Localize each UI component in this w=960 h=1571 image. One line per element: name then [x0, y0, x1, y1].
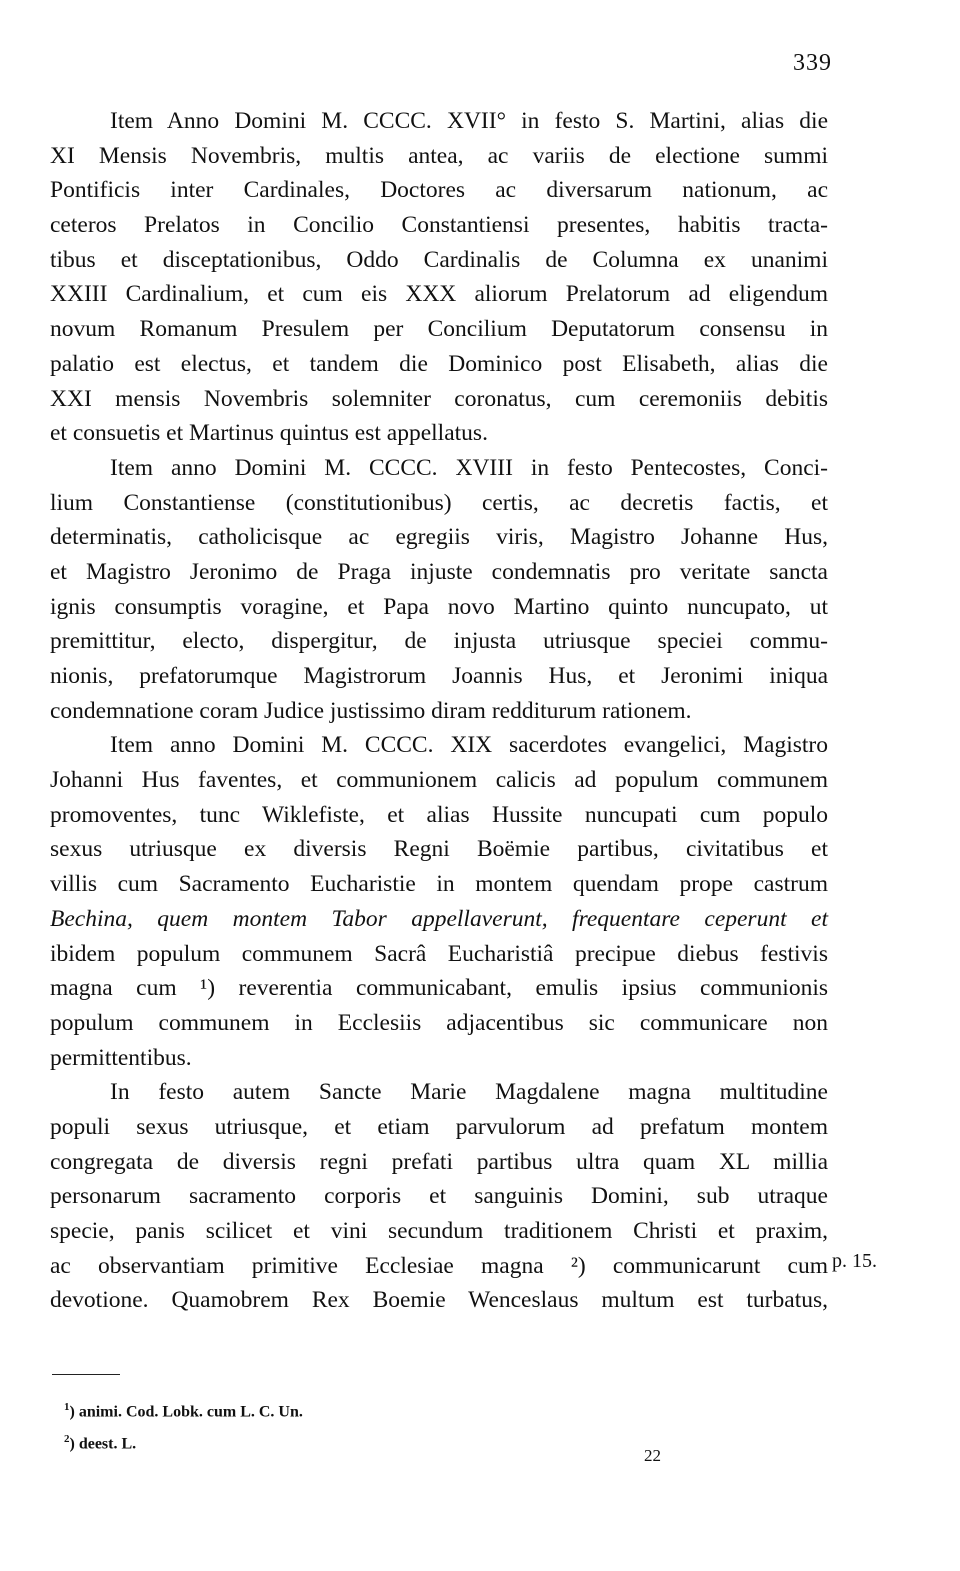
text-line: Pontificis inter Cardinales, Doctores ac diversarum nationum, ac [50, 177, 828, 204]
text-line: Bechina, quem montem Tabor appellaverunt, frequentare ceperunt et [50, 905, 828, 932]
text-line: ibidem populum communem Sacrâ Eucharistiâ precipue diebus festivis [50, 940, 828, 967]
text-line: devotione. Quamobrem Rex Boemie Wenceslaus multum est turbatus, [50, 1287, 828, 1314]
signature-mark: 22 [644, 1446, 661, 1465]
text-line: Item anno Domini M. CCCC. XVIII in festo Pentecostes, Conci- [110, 454, 828, 481]
text-line: ignis consumptis voragine, et Papa novo Martino quinto nuncupato, ut [50, 593, 828, 620]
text-line: determinatis, catholicisque ac egregiis viris, Magistro Johanne Hus, [50, 524, 828, 551]
text-line: XXIII Cardinalium, et cum eis XXX aliorum Prelatorum ad eligendum [50, 281, 828, 308]
text-line: Item anno Domini M. CCCC. XIX sacerdotes evangelici, Magistro [110, 732, 828, 759]
page-number: 339 [793, 50, 832, 76]
text-line: XI Mensis Novembris, multis antea, ac variis de electione summi [50, 142, 828, 169]
text-line: condemnatione coram Judice justissimo diram redditurum rationem. [50, 697, 692, 724]
text-line: ceteros Prelatos in Concilio Constantiensi presentes, habitis tracta- [50, 212, 828, 239]
footnote-mark: 2 [64, 1433, 70, 1445]
text-line: magna cum ¹) reverentia communicabant, emulis ipsius communionis [50, 975, 828, 1002]
text-line: lium Constantiense (constitutionibus) certis, ac decretis factis, et [50, 489, 828, 516]
margin-note: p. 15. [832, 1250, 877, 1272]
text-line: palatio est electus, et tandem die Dominico post Elisabeth, alias die [50, 350, 828, 377]
text-line: Johanni Hus faventes, et communionem calicis ad populum communem [50, 767, 828, 794]
text-line: populi sexus utriusque, et etiam parvulorum ad prefatum montem [50, 1113, 828, 1140]
footnotes [64, 1391, 303, 1455]
footnote [64, 1391, 303, 1423]
text-line: et Magistro Jeronimo de Praga injuste condemnatis pro veritate sancta [50, 558, 828, 585]
text-line: In festo autem Sancte Marie Magdalene magna multitudine [110, 1079, 828, 1106]
text-line: specie, panis scilicet et vini secundum traditionem Christi et praxim, [50, 1218, 828, 1244]
text-line: personarum sacramento corporis et sanguinis Domini, sub utraque [50, 1183, 828, 1210]
text-line: Item Anno Domini M. CCCC. XVII° in festo S. Martini, alias die [110, 108, 828, 134]
footnote-text: ) animi. Cod. Lobk. cum L. C. Un. [69, 1403, 303, 1421]
text-line: populum communem in Ecclesiis adjacentibus sic communicare non [50, 1009, 828, 1036]
text-line: XXI mensis Novembris solemniter coronatus, cum ceremoniis debitis [50, 385, 828, 412]
text-line: tibus et disceptationibus, Oddo Cardinalis de Columna ex unanimi [50, 246, 828, 273]
text-line: nionis, prefatorumque Magistrorum Joannis Hus, et Jeronimi iniqua [50, 663, 828, 689]
text-line: permittentibus. [50, 1044, 192, 1071]
footnote-rule [52, 1374, 120, 1375]
text-line: sexus utriusque ex diversis Regni Boëmie partibus, civitatibus et [50, 836, 828, 863]
footnote [64, 1423, 303, 1455]
text-line: ac observantiam primitive Ecclesiae magna ²) communicarunt cum [50, 1252, 828, 1279]
footnote-text: ) deest. L. [69, 1435, 137, 1453]
text-line: novum Romanum Presulem per Concilium Deputatorum consensu in [50, 316, 828, 343]
text-line: et consuetis et Martinus quintus est appellatus. [50, 420, 488, 447]
body-text [50, 104, 828, 1318]
text-line: premittitur, electo, dispergitur, de injusta utriusque speciei commu- [50, 628, 828, 655]
text-line: promoventes, tunc Wiklefiste, et alias Hussite nuncupati cum populo [50, 801, 828, 828]
text-line: villis cum Sacramento Eucharistie in montem quendam prope castrum [50, 871, 828, 898]
footnote-mark: 1 [64, 1401, 70, 1413]
text-line: congregata de diversis regni prefati partibus ultra quam XL millia [50, 1148, 828, 1175]
